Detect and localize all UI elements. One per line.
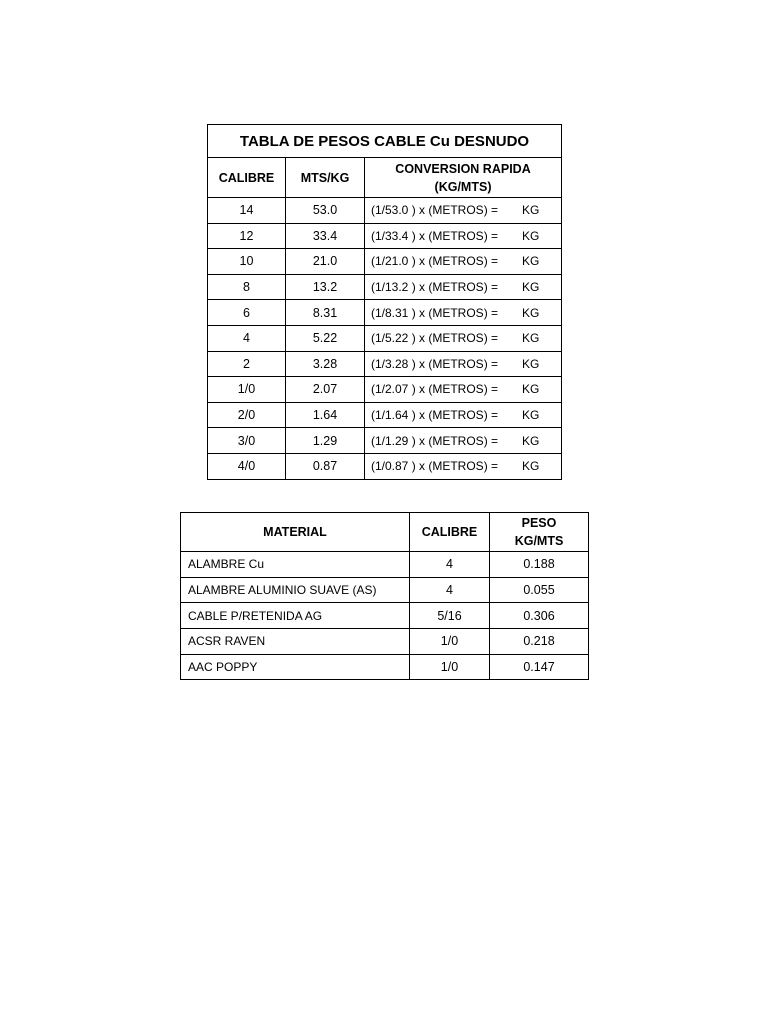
table-row [208, 223, 562, 249]
table-row [208, 198, 562, 224]
formula-text: (1/5.22 ) x (METROS) = [371, 331, 499, 346]
calibre-cell: 2/0 [208, 402, 286, 428]
table-row [208, 428, 562, 454]
table-row [208, 249, 562, 275]
header-calibre: CALIBRE [208, 158, 286, 198]
formula-unit: KG [522, 356, 540, 371]
calibre-cell: 14 [208, 198, 286, 224]
formula-cell [365, 300, 562, 326]
header-conversion-line2: (KG/MTS) [434, 179, 492, 194]
calibre-cell: 4 [410, 552, 490, 578]
formula-text: (1/21.0 ) x (METROS) = [371, 254, 499, 269]
header-material: MATERIAL [181, 513, 410, 552]
table-row [181, 577, 589, 603]
formula-cell [365, 377, 562, 403]
formula-cell [365, 402, 562, 428]
header-peso [490, 513, 589, 552]
mts-kg-cell: 1.29 [286, 428, 365, 454]
formula-cell [365, 249, 562, 275]
mts-kg-cell: 3.28 [286, 351, 365, 377]
formula-text: (1/53.0 ) x (METROS) = [371, 203, 499, 218]
mts-kg-cell: 8.31 [286, 300, 365, 326]
formula-text: (1/3.28 ) x (METROS) = [371, 356, 499, 371]
materials-table [180, 512, 589, 680]
peso-cell: 0.188 [490, 552, 589, 578]
calibre-cell: 1/0 [410, 629, 490, 655]
header-mts-kg: MTS/KG [286, 158, 365, 198]
formula-unit: KG [522, 408, 540, 423]
table-row [208, 402, 562, 428]
formula-cell [365, 325, 562, 351]
calibre-cell: 1/0 [208, 377, 286, 403]
formula-cell [365, 453, 562, 479]
formula-unit: KG [522, 331, 540, 346]
table-row [181, 552, 589, 578]
material-cell: AAC POPPY [181, 654, 410, 680]
calibre-cell: 6 [208, 300, 286, 326]
table-row [181, 629, 589, 655]
peso-cell: 0.055 [490, 577, 589, 603]
mts-kg-cell: 2.07 [286, 377, 365, 403]
header-calibre: CALIBRE [410, 513, 490, 552]
table-row [208, 325, 562, 351]
calibre-cell: 4 [208, 325, 286, 351]
formula-unit: KG [522, 280, 540, 295]
mts-kg-cell: 53.0 [286, 198, 365, 224]
material-cell: ACSR RAVEN [181, 629, 410, 655]
formula-cell [365, 428, 562, 454]
table-row [208, 300, 562, 326]
calibre-cell: 5/16 [410, 603, 490, 629]
table-row [181, 654, 589, 680]
mts-kg-cell: 33.4 [286, 223, 365, 249]
header-peso-line1: PESO [521, 516, 557, 530]
mts-kg-cell: 0.87 [286, 453, 365, 479]
formula-text: (1/0.87 ) x (METROS) = [371, 459, 499, 474]
mts-kg-cell: 1.64 [286, 402, 365, 428]
material-cell: ALAMBRE ALUMINIO SUAVE (AS) [181, 577, 410, 603]
mts-kg-cell: 5.22 [286, 325, 365, 351]
cable-weights-table [207, 124, 562, 480]
formula-text: (1/13.2 ) x (METROS) = [371, 280, 499, 295]
formula-text: (1/1.29 ) x (METROS) = [371, 433, 499, 448]
formula-cell [365, 351, 562, 377]
formula-unit: KG [522, 254, 540, 269]
peso-cell: 0.218 [490, 629, 589, 655]
table-row [208, 351, 562, 377]
formula-cell [365, 198, 562, 224]
material-cell: ALAMBRE Cu [181, 552, 410, 578]
calibre-cell: 8 [208, 274, 286, 300]
table-row [181, 603, 589, 629]
formula-unit: KG [522, 228, 540, 243]
formula-unit: KG [522, 305, 540, 320]
formula-cell [365, 274, 562, 300]
table-row [208, 377, 562, 403]
formula-unit: KG [522, 203, 540, 218]
material-cell: CABLE P/RETENIDA AG [181, 603, 410, 629]
calibre-cell: 10 [208, 249, 286, 275]
header-conversion-line1: CONVERSION RAPIDA [395, 161, 531, 176]
formula-text: (1/1.64 ) x (METROS) = [371, 408, 499, 423]
formula-text: (1/8.31 ) x (METROS) = [371, 305, 499, 320]
peso-cell: 0.147 [490, 654, 589, 680]
table-row [208, 453, 562, 479]
formula-unit: KG [522, 459, 540, 474]
calibre-cell: 4 [410, 577, 490, 603]
calibre-cell: 3/0 [208, 428, 286, 454]
formula-unit: KG [522, 433, 540, 448]
formula-text: (1/2.07 ) x (METROS) = [371, 382, 499, 397]
mts-kg-cell: 13.2 [286, 274, 365, 300]
calibre-cell: 4/0 [208, 453, 286, 479]
header-peso-line2: KG/MTS [514, 534, 564, 548]
calibre-cell: 2 [208, 351, 286, 377]
mts-kg-cell: 21.0 [286, 249, 365, 275]
formula-cell [365, 223, 562, 249]
calibre-cell: 1/0 [410, 654, 490, 680]
peso-cell: 0.306 [490, 603, 589, 629]
header-conversion [365, 158, 562, 198]
formula-text: (1/33.4 ) x (METROS) = [371, 228, 499, 243]
formula-unit: KG [522, 382, 540, 397]
calibre-cell: 12 [208, 223, 286, 249]
table-title: TABLA DE PESOS CABLE Cu DESNUDO [208, 125, 562, 158]
table-row [208, 274, 562, 300]
